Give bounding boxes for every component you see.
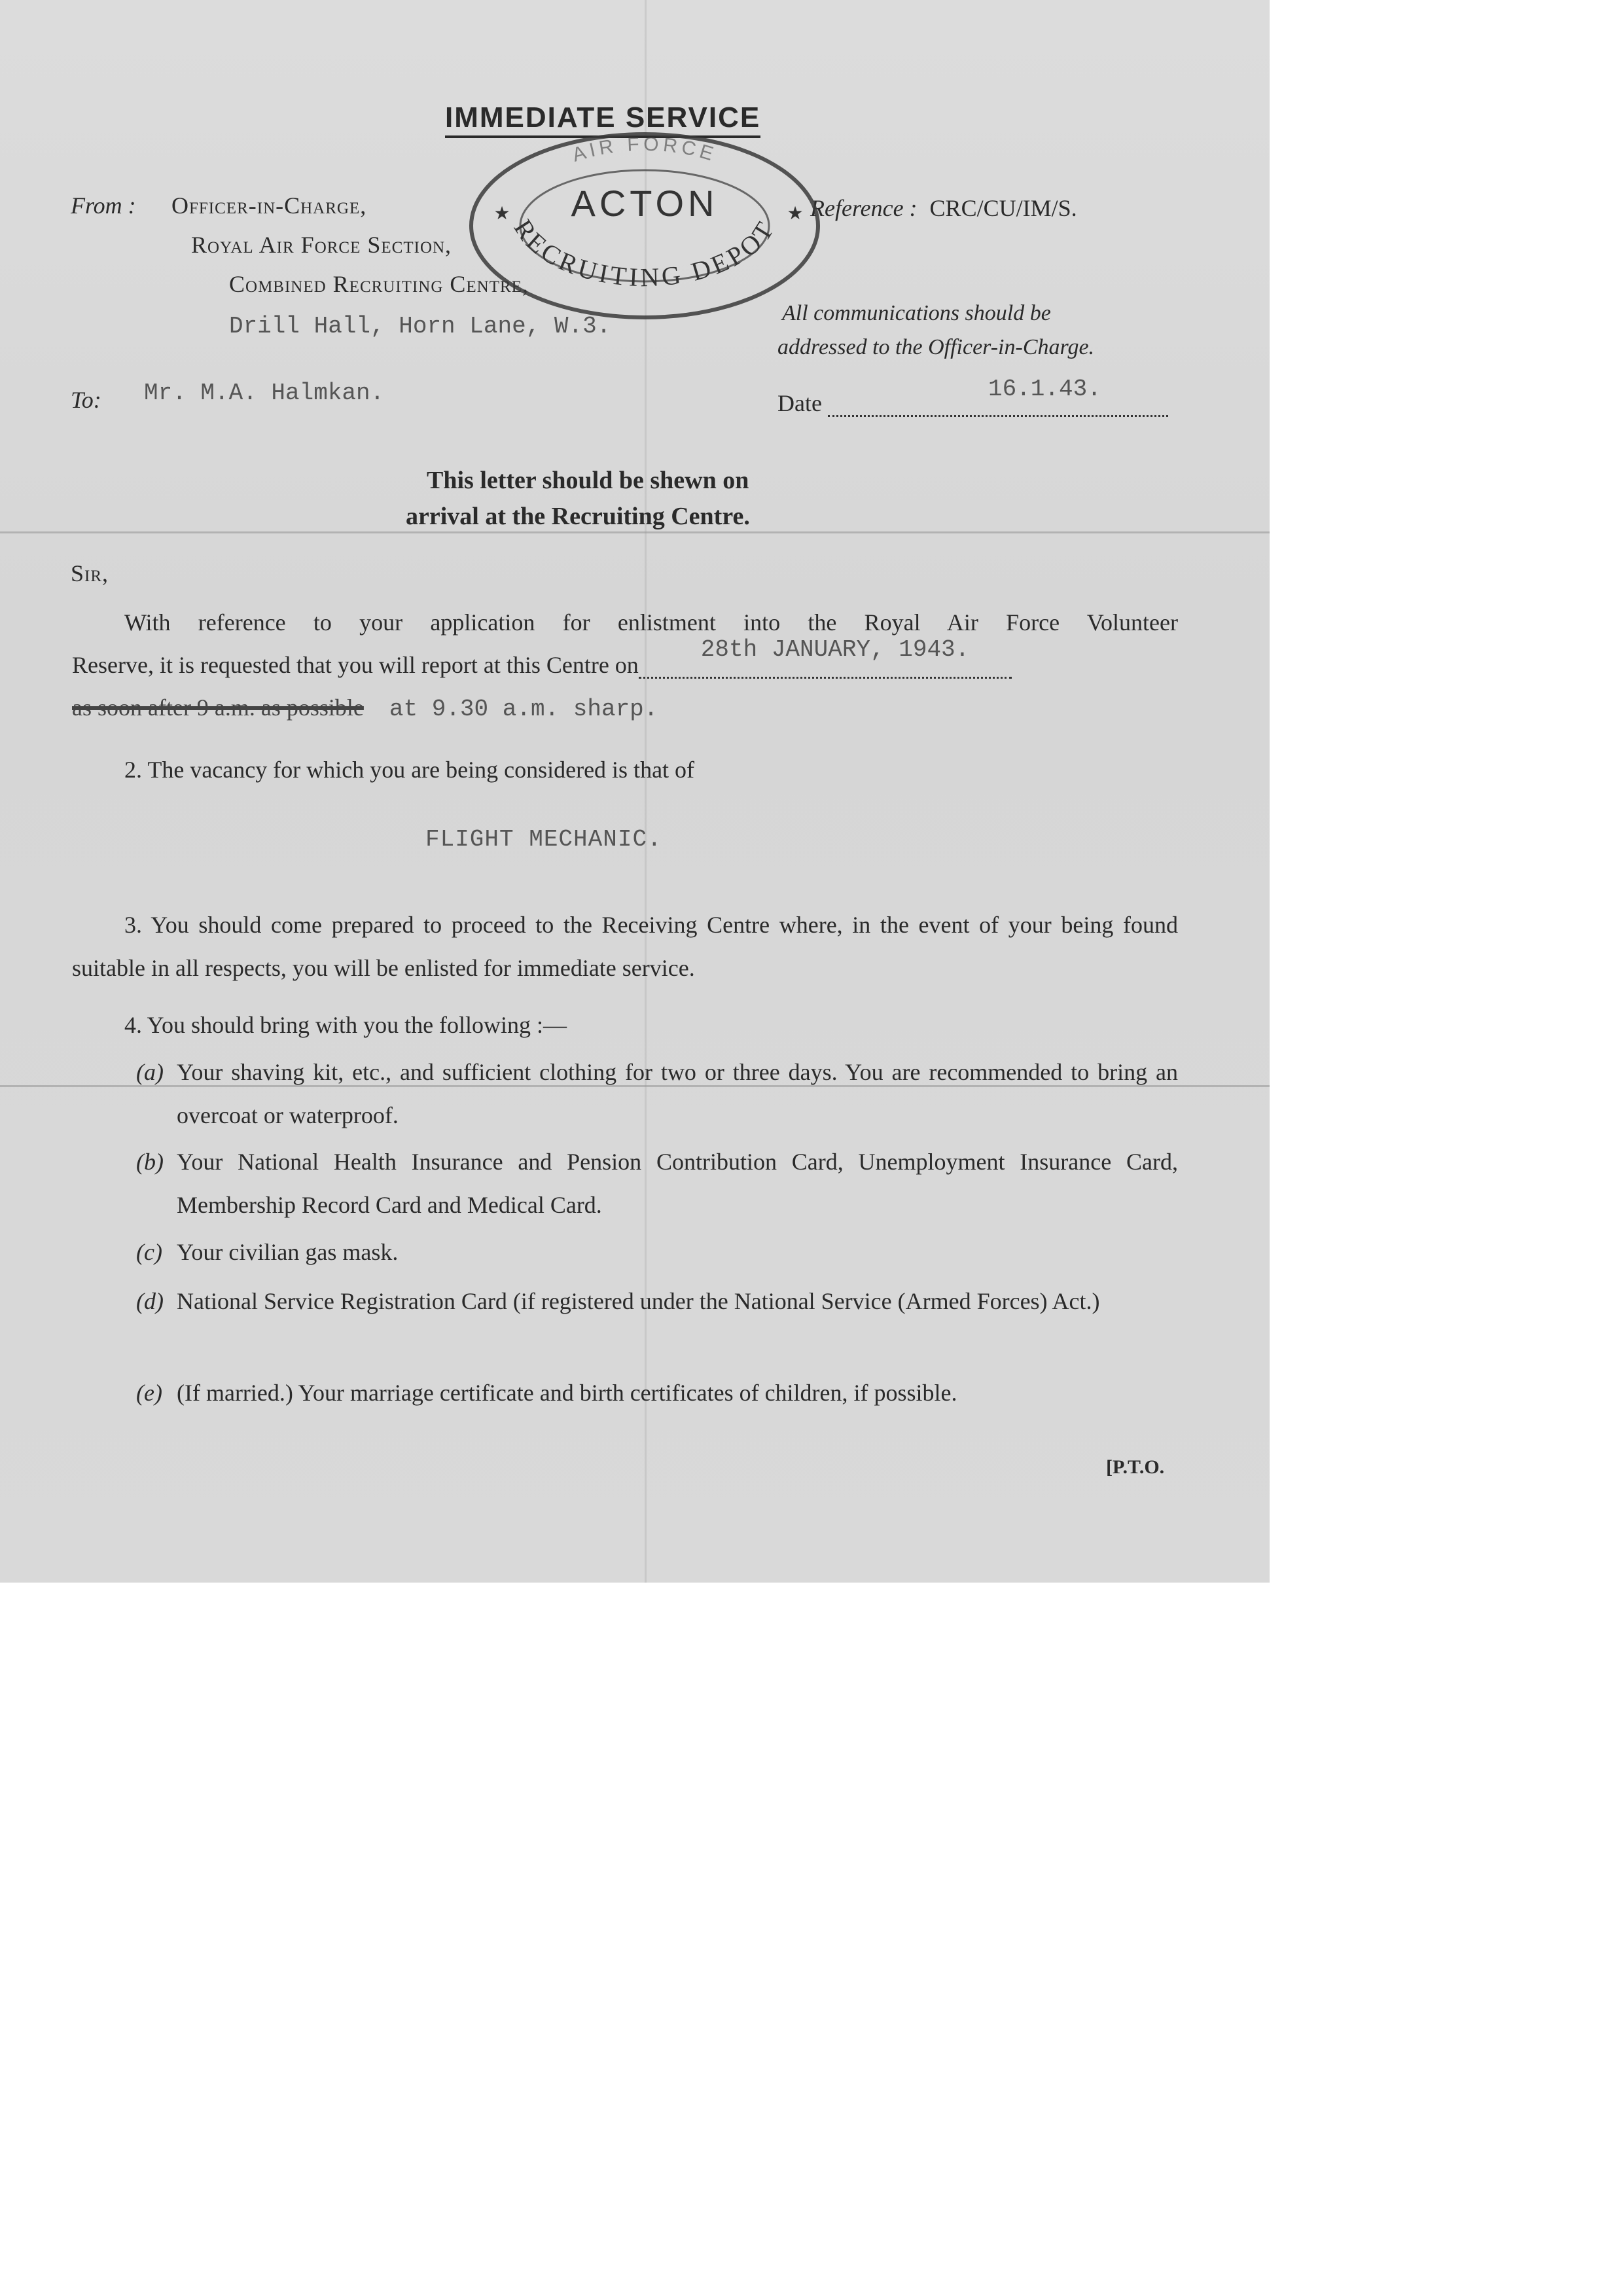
list-item-label: (e) <box>136 1380 162 1406</box>
paragraph1-line3 <box>72 694 658 723</box>
date-label: Date <box>777 390 822 416</box>
list-item-d <box>136 1280 1178 1323</box>
heading: IMMEDIATE SERVICE <box>445 101 760 138</box>
stamp-star-left: ★ <box>493 202 510 224</box>
pto-label: [P.T.O. <box>1106 1456 1165 1478</box>
list-item-text: Your National Health Insurance and Pension Contribution Card, Unemployment Insurance Card, Membership Record Card and Medical Card. <box>177 1149 1178 1218</box>
date-field <box>828 376 1168 417</box>
notice-line2: arrival at the Recruiting Centre. <box>406 503 750 530</box>
report-date-value: 28th JANUARY, 1943. <box>700 636 970 663</box>
from-label: From : <box>71 192 136 219</box>
communications-note-line2: addressed to the Officer-in-Charge. <box>777 335 1095 359</box>
reference-label: Reference : <box>810 195 918 221</box>
list-item-label: (a) <box>136 1059 164 1085</box>
paragraph3: 3. You should come prepared to proceed to the Receiving Centre where, in the event of your being found suitable in all respects, you will be enlisted for immediate service. <box>72 912 1178 981</box>
paragraph4: 4. You should bring with you the following :— <box>124 1012 567 1038</box>
reference-value: CRC/CU/IM/S. <box>929 195 1077 221</box>
date-value: 16.1.43. <box>988 376 1101 403</box>
svg-text:RECRUITING DEPOT <box>508 214 781 292</box>
to-label: To: <box>71 387 101 413</box>
from-line4: Drill Hall, Horn Lane, W.3. <box>229 313 611 340</box>
fold-line-top <box>0 531 1270 533</box>
list-item-label: (d) <box>136 1288 164 1314</box>
list-item-c <box>136 1230 1178 1274</box>
stamp-star-right: ★ <box>787 202 804 224</box>
salutation: Sir, <box>71 560 109 586</box>
struck-time-text: as soon after 9 a.m. as possible <box>72 694 364 721</box>
list-item-a <box>136 1050 1178 1137</box>
from-line1: Officer-in-Charge, <box>171 192 367 219</box>
reference <box>810 194 1077 222</box>
list-item-text: Your civilian gas mask. <box>177 1239 399 1265</box>
typed-time-text: at 9.30 a.m. sharp. <box>389 696 658 723</box>
list-item-text: National Service Registration Card (if registered under the National Service (Armed Forces) Act.) <box>177 1288 1100 1314</box>
to-value: Mr. M.A. Halmkan. <box>144 380 385 406</box>
stamp-center-text: ACTON <box>571 183 719 224</box>
stamp-top-text: AIR FORCE <box>569 133 720 166</box>
list-item-text: Your shaving kit, etc., and sufficient clothing for two or three days. You are recommended to bring an overcoat or waterproof. <box>177 1059 1178 1128</box>
notice-line1: This letter should be shewn on <box>427 467 749 494</box>
date <box>777 376 1168 417</box>
list-item-label: (b) <box>136 1149 164 1175</box>
list-item-e <box>136 1371 1178 1414</box>
paragraph1-line2-text: Reserve, it is requested that you will report at this Centre on <box>72 652 639 678</box>
from-line2: Royal Air Force Section, <box>191 232 452 258</box>
from-line3: Combined Recruiting Centre, <box>229 271 529 297</box>
paragraph1-line2 <box>72 636 1012 679</box>
list-item-b <box>136 1140 1178 1227</box>
acton-recruiting-depot-stamp <box>461 128 828 324</box>
list-item-label: (c) <box>136 1239 162 1265</box>
stamp-bottom-text: RECRUITING DEPOT <box>508 214 781 293</box>
communications-note-line1: All communications should be <box>782 301 1051 325</box>
list-item-text: (If married.) Your marriage certificate and birth certificates of children, if possible. <box>177 1380 957 1406</box>
paragraph1-line1: With reference to your application for enlistment into the Royal Air Force Volunteer <box>124 609 1178 636</box>
vacancy-value: FLIGHT MECHANIC. <box>425 826 662 853</box>
paragraph2: 2. The vacancy for which you are being considered is that of <box>124 757 695 783</box>
report-date-field <box>639 636 1012 679</box>
